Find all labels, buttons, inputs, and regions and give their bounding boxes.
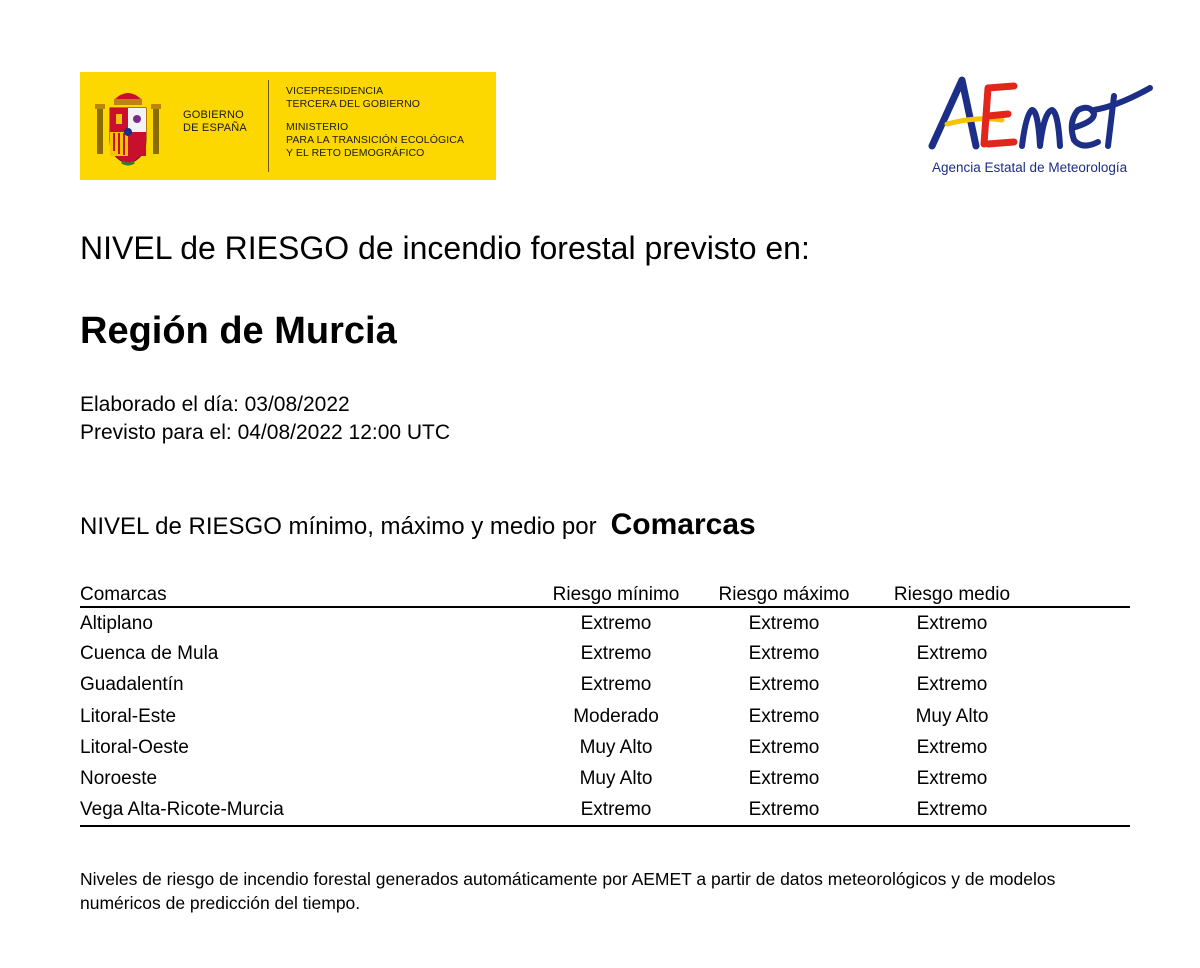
region-name: Región de Murcia: [80, 310, 397, 352]
footer-note: Niveles de riesgo de incendio forestal generados automáticamente por AEMET a partir de datos meteorológicos y de modelos numéricos de predicción del tiempo.: [80, 869, 1056, 913]
risk-avg: Extremo: [916, 736, 988, 758]
issued-date: Elaborado el día: 03/08/2022: [80, 393, 350, 416]
banner-divider: [268, 80, 269, 172]
risk-avg: Extremo: [916, 798, 988, 820]
risk-avg: Extremo: [916, 674, 988, 696]
comarca-name: Litoral-Este: [80, 705, 177, 727]
risk-avg: Extremo: [916, 768, 988, 790]
risk-max: Extremo: [748, 736, 820, 758]
table-row: [80, 795, 1130, 826]
report-title: NIVEL de RIESGO de incendio forestal previsto en:: [80, 230, 810, 266]
table-row: [80, 607, 1130, 638]
aemet-agency-name: Agencia Estatal de Meteorología: [932, 160, 1128, 175]
government-banner: [80, 72, 496, 180]
coat-of-arms-icon: [94, 86, 162, 168]
risk-max: Extremo: [748, 674, 820, 696]
risk-min: Moderado: [573, 705, 659, 727]
comarca-name: Cuenca de Mula: [80, 642, 219, 664]
risk-max: Extremo: [748, 642, 820, 664]
comarca-name: Altiplano: [80, 613, 153, 635]
comarca-name: Noroeste: [80, 768, 158, 790]
column-header-comarcas: Comarcas: [80, 584, 167, 605]
risk-max: Extremo: [748, 613, 820, 635]
risk-max: Extremo: [748, 768, 820, 790]
section-title-emphasis: Comarcas: [610, 508, 756, 541]
table-row: [80, 670, 1130, 701]
comarca-name: Litoral-Oeste: [80, 736, 189, 758]
table-row: [80, 732, 1130, 763]
valid-date: Previsto para el: 04/08/2022 12:00 UTC: [80, 421, 451, 444]
risk-avg: Extremo: [916, 613, 988, 635]
risk-min: Extremo: [580, 674, 652, 696]
risk-avg: Extremo: [916, 642, 988, 664]
table-header-row: [80, 579, 1130, 607]
risk-min: Extremo: [580, 798, 652, 820]
column-spacer: [1036, 579, 1130, 607]
risk-max: Extremo: [748, 798, 820, 820]
risk-max: Extremo: [748, 705, 820, 727]
risk-min: Muy Alto: [579, 768, 653, 790]
risk-min: Muy Alto: [579, 736, 653, 758]
risk-min: Extremo: [580, 642, 652, 664]
risk-table: [80, 579, 1130, 827]
column-header-avg: Riesgo medio: [893, 584, 1011, 605]
table-row: [80, 763, 1130, 794]
comarca-name: Guadalentín: [80, 674, 184, 696]
table-row: [80, 638, 1130, 669]
column-header-min: Riesgo mínimo: [552, 584, 680, 605]
table-row: [80, 701, 1130, 732]
risk-min: Extremo: [580, 613, 652, 635]
report-dates: [80, 391, 450, 447]
risk-avg: Muy Alto: [915, 705, 989, 727]
column-header-max: Riesgo máximo: [718, 584, 850, 605]
section-title: [80, 508, 756, 542]
ministry-name: VICEPRESIDENCIA TERCERA DEL GOBIERNO MINISTERIO PARA LA TRANSICIÓN ECOLÓGICA Y EL RETO DEMOGRÁFICO: [286, 85, 465, 159]
government-name: GOBIERNO DE ESPAÑA: [183, 109, 247, 134]
section-title-text: NIVEL de RIESGO mínimo, máximo y medio por: [80, 513, 597, 540]
comarca-name: Vega Alta-Ricote-Murcia: [80, 798, 284, 820]
